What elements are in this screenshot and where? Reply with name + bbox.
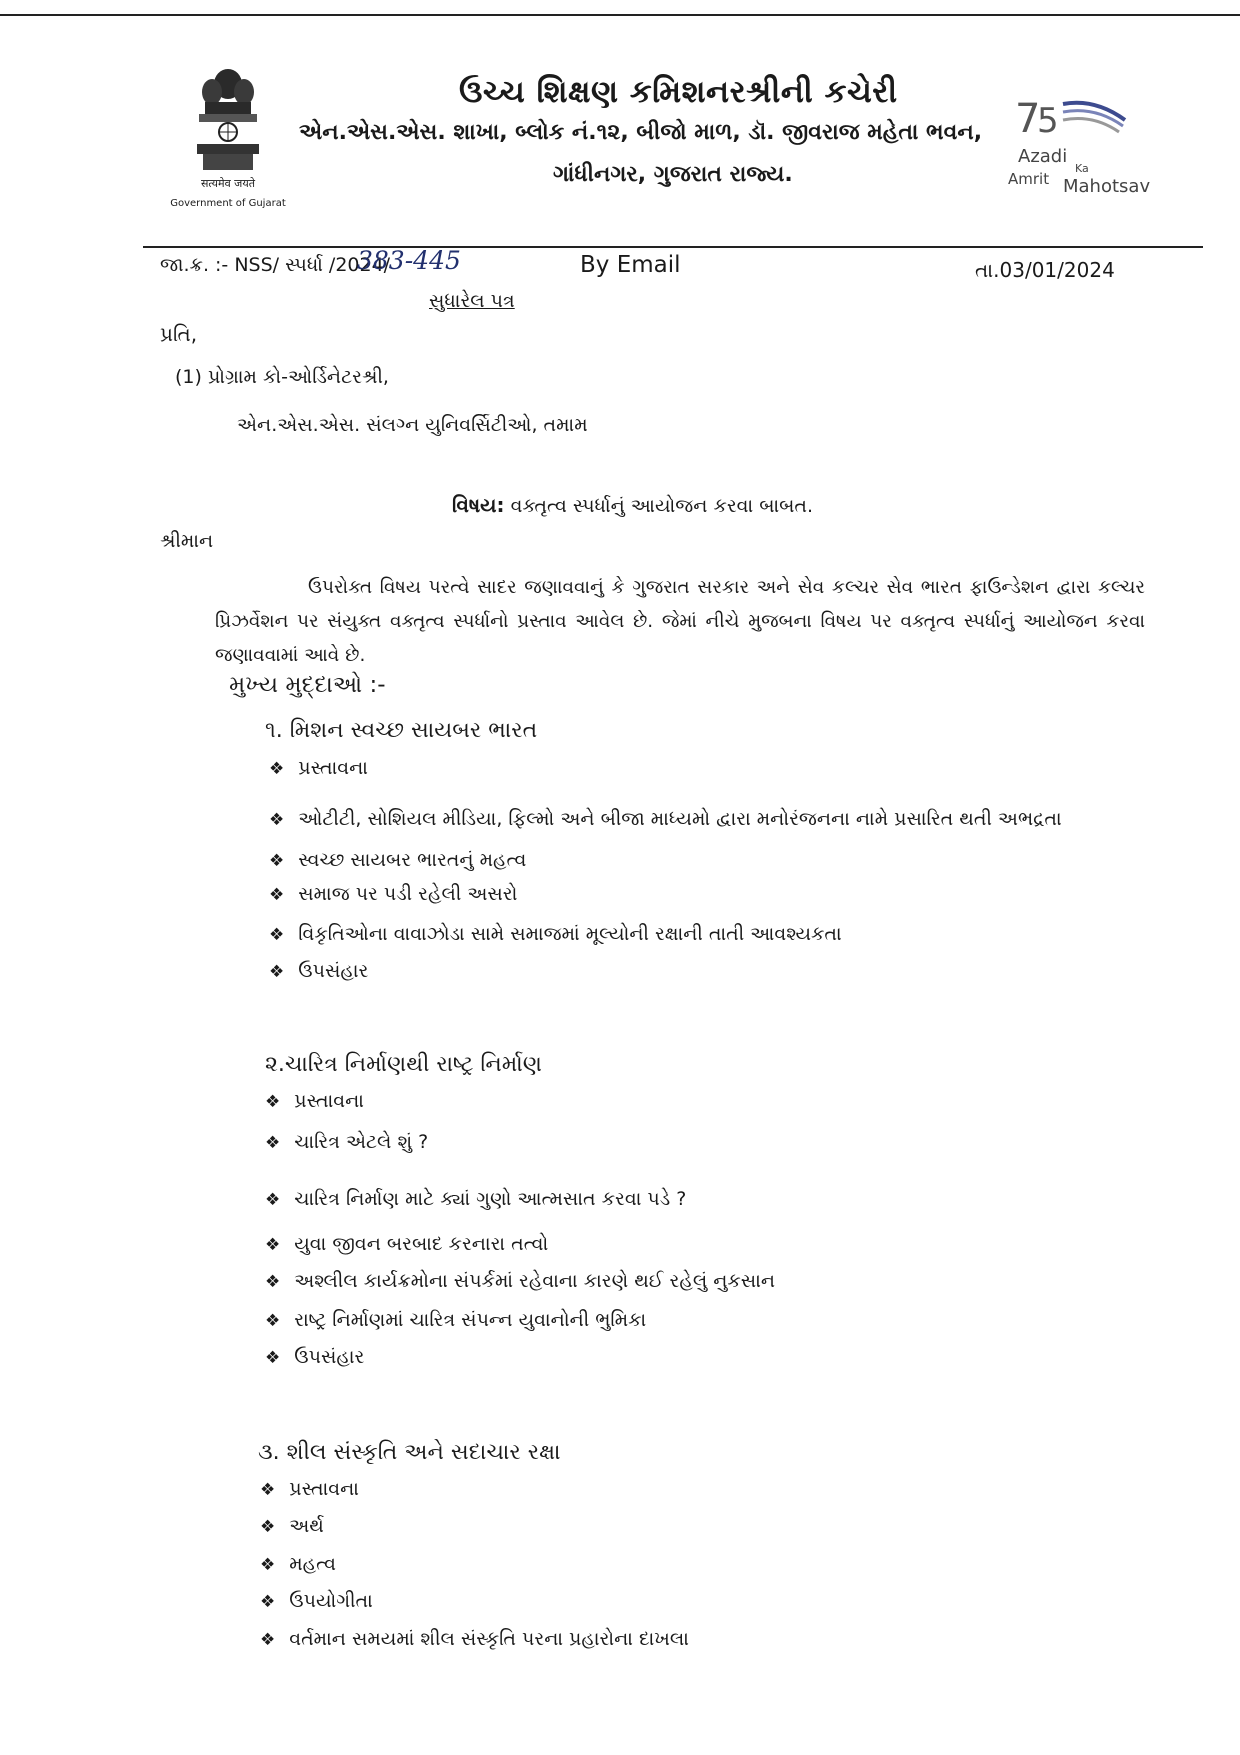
list-item: ❖ રાષ્ટ્ર નિર્માણમાં ચારિત્ર સંપન્ન યુવાનોની ભુમિકા — [265, 1309, 647, 1331]
list-item: ❖ અશ્લીલ કાર્યક્રમોના સંપર્કમાં રહેવાના કારણે થઈ રહેલું નુકસાન — [265, 1270, 776, 1292]
bullet-icon: ❖ — [260, 1480, 276, 1500]
bullet-icon: ❖ — [269, 962, 285, 982]
list-item: ❖ પ્રસ્તાવના — [260, 1478, 359, 1500]
list-item: ❖ વિકૃતિઓના વાવાઝોડા સામે સમાજમાં મૂલ્યોની રક્ષાની તાતી આવશ્યકતા — [269, 923, 842, 945]
list-item: ❖ ચારિત્ર નિર્માણ માટે ક્યાં ગુણો આત્મસાત કરવા પડે ? — [265, 1188, 687, 1210]
bullet-icon: ❖ — [269, 885, 285, 905]
subject-label: વિષય: — [452, 493, 505, 517]
bullet-icon: ❖ — [260, 1555, 276, 1575]
office-address-line1: એન.એસ.એસ. શાખા, બ્લોક નં.૧૨, બીજો માળ, ડૉ. જીવરાજ મહેતા ભવન, — [299, 120, 983, 145]
reference-label: જા.ક્ર. :- NSS/ સ્પર્ધા /2024/ — [160, 254, 391, 276]
government-label: Government of Gujarat — [170, 198, 286, 209]
bullet-icon: ❖ — [265, 1311, 281, 1331]
bullet-icon: ❖ — [269, 925, 285, 945]
recipient-line1: (1) પ્રોગ્રામ કો-ઓર્ડિનેટરશ્રી, — [175, 366, 389, 388]
bullet-icon: ❖ — [260, 1517, 276, 1537]
delivery-mode: By Email — [580, 252, 681, 278]
amrit-text: Amrit — [1008, 170, 1050, 188]
bullet-icon: ❖ — [269, 759, 285, 779]
bullet-icon: ❖ — [265, 1348, 281, 1368]
list-item: ❖ પ્રસ્તાવના — [265, 1090, 364, 1112]
reference-number-handwritten: 383-445 — [357, 246, 461, 275]
list-item: ❖ મહત્વ — [260, 1553, 336, 1575]
salutation: શ્રીમાન — [160, 530, 214, 552]
list-item: ❖ સમાજ પર પડી રહેલી અસરો — [269, 883, 518, 905]
bullet-icon: ❖ — [265, 1190, 281, 1210]
office-address-line2: ગાંધીનગર, ગુજરાત રાજ્ય. — [553, 162, 793, 187]
bullet-icon: ❖ — [265, 1235, 281, 1255]
ashoka-emblem-icon — [185, 62, 271, 182]
list-item: ❖ યુવા જીવન બરબાદ કરનારા તત્વો — [265, 1233, 549, 1255]
section-3-heading: ૩. શીલ સંસ્કૃતિ અને સદાચાર રક્ષા — [258, 1440, 561, 1465]
svg-text:5: 5 — [1037, 101, 1059, 141]
list-item: ❖ સ્વચ્છ સાયબર ભારતનું મહત્વ — [269, 849, 527, 871]
list-item: ❖ ઉપયોગીતા — [260, 1590, 373, 1612]
list-item: ❖ અર્થ — [260, 1515, 324, 1537]
revised-letter-heading: સુધારેલ પત્ર — [429, 290, 515, 312]
bullet-icon: ❖ — [260, 1592, 276, 1612]
list-item: ❖ ઉપસંહાર — [269, 960, 369, 982]
section-1-heading: ૧. મિશન સ્વચ્છ સાયબર ભારત — [265, 718, 538, 743]
header-divider — [143, 246, 1203, 248]
emblem-motto: सत्यमेव जयते — [200, 177, 255, 190]
azadi-text: Azadi — [1018, 146, 1068, 167]
list-item: ❖ વર્તમાન સમયમાં શીલ સંસ્કૃતિ પરના પ્રહારોના દાખલા — [260, 1628, 689, 1650]
list-item: ❖ પ્રસ્તાવના — [269, 757, 368, 779]
svg-text:7: 7 — [1015, 96, 1041, 142]
recipient-prefix: પ્રતિ, — [160, 322, 198, 346]
ka-text: Ka — [1075, 162, 1089, 175]
bullet-icon: ❖ — [260, 1630, 276, 1650]
section-2-heading: ૨.ચારિત્ર નિર્માણથી રાષ્ટ્ર નિર્માણ — [265, 1052, 542, 1077]
mahotsav-text: Mahotsav — [1063, 176, 1151, 197]
recipient-line2: એન.એસ.એસ. સંલગ્ન યુનિવર્સિટીઓ, તમામ — [237, 414, 588, 436]
top-border-line — [0, 14, 1240, 16]
bullet-icon: ❖ — [265, 1133, 281, 1153]
body-paragraph: ઉપરોક્ત વિષય પરત્વે સાદર જણાવવાનું કે ગુજરાત સરકાર અને સેવ કલ્ચર સેવ ભારત ફાઉન્ડેશન દ્વારા કલ્ચર પ્રિઝર્વેશન પર સંયુક્ત વક્તૃત્વ સ્પર્ધાનો પ્રસ્તાવ આવેલ છે. જેમાં નીચે મુજબના વિષય પર વક્તૃત્વ સ્પર્ધાનું આયોજન કરવા જણાવવામાં આવે છે. — [215, 577, 1145, 666]
office-title: ઉચ્ચ શિક્ષણ કમિશનરશ્રીની કચેરી — [459, 74, 898, 110]
list-item: ❖ ઉપસંહાર — [265, 1346, 365, 1368]
subject-text: વક્તૃત્વ સ્પર્ધાનું આયોજન કરવા બાબત. — [510, 495, 814, 517]
bullet-icon: ❖ — [265, 1092, 281, 1112]
letter-date: તા.03/01/2024 — [975, 258, 1115, 282]
subject-line — [452, 493, 813, 517]
main-points-heading: મુખ્ય મુદ્દાઓ :- — [229, 672, 386, 698]
list-item: ❖ ચારિત્ર એટલે શું ? — [265, 1131, 429, 1153]
list-item: ❖ ઓટીટી, સોશિયલ મીડિયા, ફિલ્મો અને બીજા માધ્યમો દ્વારા મનોરંજનના નામે પ્રસારિત થતી અભદ્રતા — [269, 808, 1062, 830]
bullet-icon: ❖ — [265, 1272, 281, 1292]
bullet-icon: ❖ — [269, 851, 285, 871]
bullet-icon: ❖ — [269, 810, 285, 830]
